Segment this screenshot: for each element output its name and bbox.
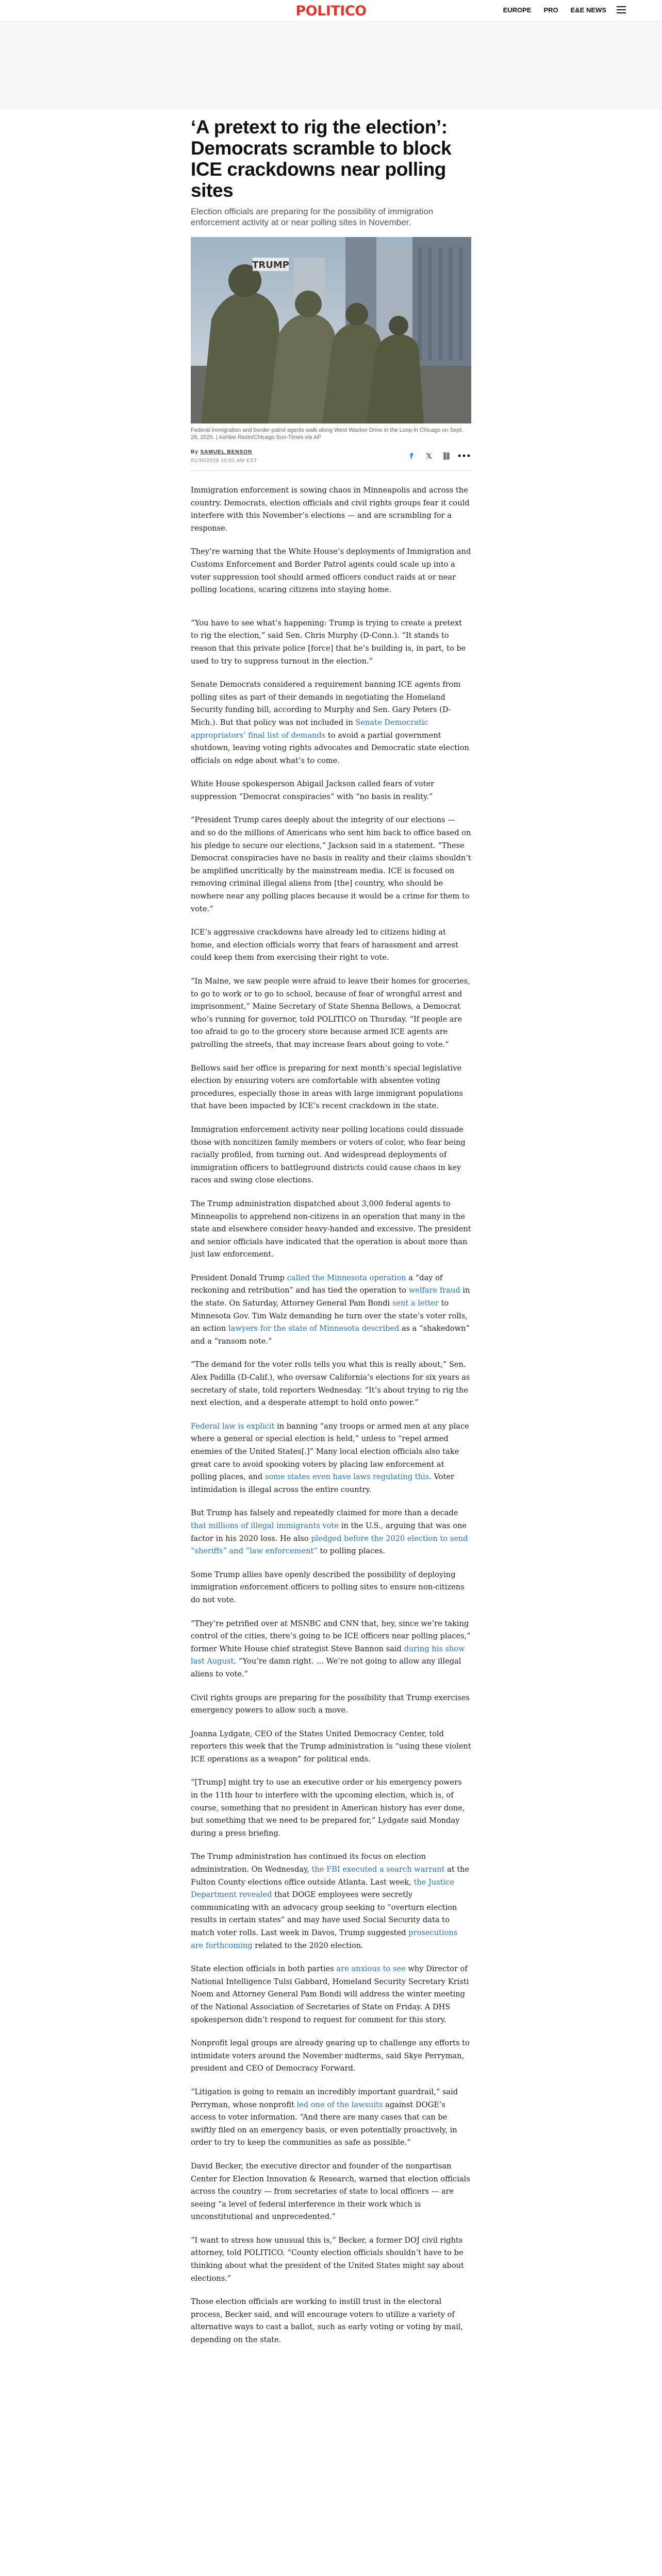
inline-link[interactable]: sent a letter <box>392 1299 439 1308</box>
paragraph-text: “[Trump] might try to use an executive order or his emergency powers in the 11th hour to interfere with the upcoming election, which is, of course, something that no president in American history has ever done, but something that we need to be prepared for,” Lydgate said Monday during a press briefing. <box>191 1778 465 1838</box>
inline-link[interactable]: the FBI executed a search warrant <box>311 1865 445 1874</box>
paragraph-text: in the U.S., arguing that was one factor in his 2020 loss. He also <box>191 1521 467 1543</box>
ad-banner-space <box>0 22 662 109</box>
paragraph-text: . Voter intimidation is illegal across the entire country. <box>191 1472 454 1494</box>
article-paragraph <box>191 2296 471 2346</box>
paragraph-text: . “You’re damn right. … We’re not going to allow any illegal aliens to vote.” <box>191 1657 461 1679</box>
paragraph-text: “Litigation is going to remain an incredibly important guardrail,” said Perryman, whose nonprofit <box>191 2087 458 2109</box>
inline-link[interactable]: lawyers for the state of Minnesota described <box>228 1324 400 1333</box>
paragraph-text: to polling places. <box>317 1547 385 1556</box>
article-paragraph <box>191 2037 471 2075</box>
paragraph-text: State election officials in both parties <box>191 1964 337 1974</box>
paragraph-text: “They’re petrified over at MSNBC and CNN that, hey, since we’re taking control of the cities, there’s going to be ICE officers near polling places,” former White House chief strategist Steve Bannon said <box>191 1619 471 1653</box>
paragraph-text: White House spokesperson Abigail Jackson called fears of voter suppression “Democrat conspiracies” with “no basis in reality.” <box>191 779 435 801</box>
paragraph-text: in banning “any troops or armed men at any place where a general or special election is held,” unless to “repel armed enemies of the United States[.]” Many local election officials also take great care to avoid spooking voters by placing law enforcement at polling places, and <box>191 1421 469 1482</box>
article-paragraph <box>191 1272 471 1348</box>
top-navigation <box>0 0 662 22</box>
nav-links <box>503 6 606 14</box>
article-paragraph <box>191 975 471 1052</box>
svg-text:TRUMP: TRUMP <box>252 260 289 270</box>
nav-link-ee-news[interactable]: E&E NEWS <box>570 6 606 14</box>
article <box>191 116 471 2358</box>
nav-link-europe[interactable]: EUROPE <box>503 6 532 14</box>
paragraph-text: Senate Democrats considered a requirement banning ICE agents from polling sites as part of their demands in negotiating the Homeland Security funding bill, according to Murphy and Sen. Gary Peters (D-Mich.). But that policy was not included in <box>191 680 461 727</box>
link-icon[interactable]: ⛓ <box>442 452 451 461</box>
article-paragraph <box>191 2086 471 2149</box>
article-paragraph <box>191 2234 471 2285</box>
article-paragraph <box>191 814 471 916</box>
inline-link[interactable]: some states even have laws regulating this <box>264 1472 429 1482</box>
article-paragraph <box>191 1569 471 1607</box>
article-paragraph <box>191 1728 471 1766</box>
article-paragraph <box>191 926 471 964</box>
inline-link[interactable]: pledged before the 2020 election to send “sheriffs” and “law enforcement” <box>191 1534 468 1556</box>
article-paragraph <box>191 1359 471 1409</box>
paragraph-text: against DOGE’s access to voter information. “And there are many cases that can be swiftly filed on an emergency basis, or even potentially proactively, in order to try to keep the communities as safe as possible.” <box>191 2100 457 2147</box>
paragraph-text: related to the 2020 election. <box>252 1941 363 1950</box>
article-paragraph <box>191 546 471 596</box>
paragraph-text: as a “shakedown” and a “ransom note.” <box>191 1324 470 1346</box>
inline-link[interactable]: welfare fraud <box>408 1286 460 1295</box>
paragraph-text: to avoid a partial government shutdown, leaving voting rights advocates and Democratic state election officials on edge about what’s to come. <box>191 731 469 765</box>
inline-link[interactable]: Senate Democratic appropriators’ final list of demands <box>191 718 428 740</box>
publish-date: 01/30/2026 10:51 AM EST <box>191 458 257 464</box>
article-paragraph <box>191 1618 471 1681</box>
paragraph-text: But Trump has falsely and repeatedly claimed for more than a decade <box>191 1509 458 1518</box>
article-paragraph <box>191 1420 471 1497</box>
paragraph-text: “In Maine, we saw people were afraid to leave their homes for groceries, to go to work or to go to school, because of fear of wrongful arrest and imprisonment,” Maine Secretary of State Shenna Bellows, a Democrat who’s running for governor, told POLITICO on Thursday. “If people are too afraid to go to the grocery store because armed ICE agents are patrolling the streets, that may increase fears about going to vote.” <box>191 977 470 1049</box>
inline-link[interactable]: called the Minnesota operation <box>287 1273 406 1282</box>
more-icon[interactable]: ••• <box>457 452 471 461</box>
paragraph-text: President Donald Trump <box>191 1273 287 1282</box>
article-paragraph <box>191 778 471 803</box>
inline-link[interactable]: the Justice Department revealed <box>191 1877 455 1900</box>
politico-logo[interactable]: POLITICO <box>295 3 367 19</box>
article-paragraph <box>191 1776 471 1840</box>
lead-photo[interactable] <box>191 237 471 423</box>
facebook-icon[interactable]: f <box>409 452 413 461</box>
paragraph-text: “The demand for the voter rolls tells you what this is really about,” Sen. Alex Padilla (D-Calif.), who oversaw California’s elections for six years as secretary of state, told reporters Wednesday. “It’s about trying to rig the next election, and a desperate attempt to hold onto power.” <box>191 1360 470 1408</box>
paragraph-text: “You have to see what’s happening: Trump is trying to create a pretext to rig the election,” said Sen. Chris Murphy (D-Conn.). “It stands to reason that this private police [force] that he’s building is, in part, to be used to try to suppress turnout in the election.” <box>191 618 466 666</box>
share-toolbar <box>406 451 469 462</box>
paragraph-text: Some Trump allies have openly described the possibility of deploying immigration enforcement officers to polling sites to ensure non-citizens do not vote. <box>191 1570 465 1604</box>
paragraph-text: that DOGE employees were secretly communicating with an advocacy group seeking to “overturn election results in certain states” and may have used Social Security data to match voter rolls. Last week in Davos, Trump suggested <box>191 1890 457 1937</box>
paragraph-text: a “day of reckoning and retribution” and has tied the operation to <box>191 1273 443 1295</box>
hamburger-menu-icon[interactable] <box>617 6 626 13</box>
byline-row <box>191 449 471 471</box>
article-paragraph <box>191 1963 471 2026</box>
author-link[interactable]: SAMUEL BENSON <box>200 449 253 455</box>
article-headline: ‘A pretext to rig the election’: Democrats scramble to block ICE crackdowns near polling sites <box>191 116 452 201</box>
article-paragraph <box>191 679 471 767</box>
inline-link[interactable]: during his show last August <box>191 1644 465 1666</box>
paragraph-text: Civil rights groups are preparing for the possibility that Trump exercises emergency powers to allow such a move. <box>191 1693 470 1715</box>
article-paragraph <box>191 617 471 668</box>
paragraph-text: Immigration enforcement is sowing chaos in Minneapolis and across the country. Democrats, election officials and civil rights groups fear it could interfere with this November’s elections — and are scrambling for a response. <box>191 486 470 533</box>
article-paragraph <box>191 1198 471 1261</box>
paragraph-text: Joanna Lydgate, CEO of the States United Democracy Center, told reporters this week that the Trump administration is “using these violent ICE operations as a weapon” for political ends. <box>191 1729 471 1764</box>
nav-link-pro[interactable]: PRO <box>543 6 558 14</box>
paragraph-text: why Director of National Intelligence Tulsi Gabbard, Homeland Security Secretary Kristi Noem and Attorney General Pam Bondi will address the winter meeting of the National Association of Secretaries of State on Friday. A DHS spokesperson didn’t respond to request for comment for this story. <box>191 1964 469 2024</box>
article-paragraph <box>191 1062 471 1113</box>
paragraph-text: Nonprofit legal groups are already gearing up to challenge any efforts to intimidate voters around the November midterms, said Skye Perryman, president and CEO of Democracy Forward. <box>191 2039 470 2073</box>
x-icon[interactable]: 𝕏 <box>426 452 432 461</box>
article-paragraph <box>191 1124 471 1187</box>
article-paragraph <box>191 1507 471 1557</box>
paragraph-text: in the state. On Saturday, Attorney General Pam Bondi <box>191 1286 470 1308</box>
inline-link[interactable]: led one of the lawsuits <box>296 2100 383 2109</box>
inline-link[interactable]: prosecutions are forthcoming <box>191 1928 458 1950</box>
byline-prefix: By <box>191 449 198 455</box>
paragraph-text: to Minnesota Gov. Tim Walz demanding he turn over the state’s voter rolls, an action <box>191 1299 468 1333</box>
inline-link[interactable]: are anxious to see <box>336 1964 406 1974</box>
paragraph-text: They’re warning that the White House’s deployments of Immigration and Customs Enforcement and Border Patrol agents could scale up into a voter suppression tool should armed officers conduct raids at or near polling locations, scaring citizens into staying home. <box>191 547 471 595</box>
article-dek: Election officials are preparing for the possibility of immigration enforcement activity at or near polling sites in November. <box>191 207 434 227</box>
paragraph-text: The Trump administration dispatched about 3,000 federal agents to Minneapolis to apprehend non-citizens in an operation that many in the state and elsewhere consider heavy-handed and excessive. The president and senior officials have indicated that the operation is about more than just law enforcement. <box>191 1199 471 1259</box>
paragraph-text: “President Trump cares deeply about the integrity of our elections — and so do the millions of Americans who sent him back to office based on his pledge to secure our elections,” Jackson said in a statement. “These Democrat conspiracies have no basis in reality and their claims shouldn’t be amplified uncritically by the mainstream media. ICE is focused on removing criminal illegal aliens from [the] country, who should be nowhere near any polling places because it would be a crime for them to vote.” <box>191 816 471 913</box>
paragraph-text: Those election officials are working to instill trust in the electoral process, Becker said, and will encourage voters to utilize a variety of alternative ways to cast a ballot, such as early voting or voting by mail, depending on the state. <box>191 2297 464 2345</box>
paragraph-text: The Trump administration has continued its focus on election administration. On Wednesday, <box>191 1852 426 1874</box>
article-paragraph <box>191 1851 471 1952</box>
lead-photo-illustration <box>191 237 471 423</box>
article-paragraph <box>191 1692 471 1717</box>
inline-link[interactable]: that millions of illegal immigrants vote <box>191 1521 339 1530</box>
paragraph-text: David Becker, the executive director and founder of the nonpartisan Center for Election Innovation & Research, warned that election officials across the country — from secretaries of state to local officers — are seeing “a level of federal interference in their work which is unconstitutional and unprecedented.” <box>191 2161 470 2222</box>
photo-caption: Federal immigration and border patrol agents walk along West Wacker Drive in the Loop in Chicago on Sept. 28, 2025. | Ashlee Rezin/Chicago Sun-Times via AP <box>191 427 464 440</box>
paragraph-text: Bellows said her office is preparing for next month’s special legislative election by ensuring voters are comfortable with absentee voting procedures, especially those in areas with large immigrant populations that have been impacted by ICE’s recent crackdown in the state. <box>191 1063 463 1111</box>
paragraph-text: “I want to stress how unusual this is,” Becker, a former DOJ civil rights attorney, told POLITICO. “County election officials shouldn’t have to be thinking about what the president of the United States might say about elections.” <box>191 2235 464 2283</box>
inline-link[interactable]: Federal law is explicit <box>191 1421 275 1431</box>
paragraph-text: Immigration enforcement activity near polling locations could dissuade those with noncitizen family members or voters of color, who fear being racially profiled, from turning out. And widespread deployments of immigration officers to battleground districts could cause chaos in key races and swing close elections. <box>191 1125 466 1185</box>
article-paragraph <box>191 2160 471 2224</box>
article-body <box>191 484 471 2347</box>
paragraph-text: ICE’s aggressive crackdowns have already led to citizens hiding at home, and election officials worry that fears of harassment and arrest could keep them from exercising their right to vote. <box>191 928 458 962</box>
paragraph-text: at the Fulton County elections office outside Atlanta. Last week, <box>191 1865 470 1887</box>
article-paragraph <box>191 484 471 535</box>
